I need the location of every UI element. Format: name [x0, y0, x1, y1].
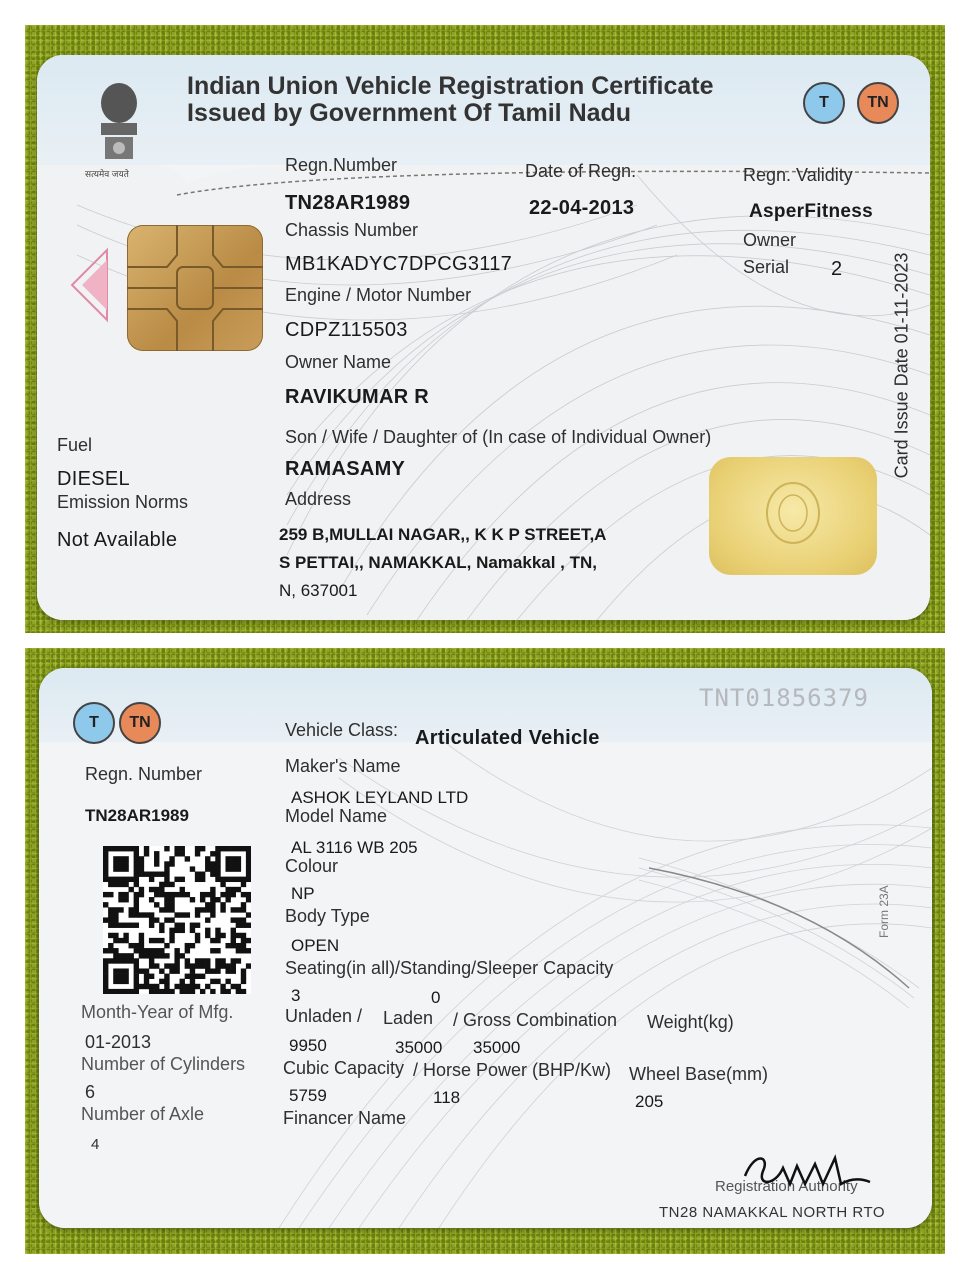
owner-name: RAVIKUMAR R: [285, 386, 430, 408]
weight-label: Weight(kg): [647, 1012, 734, 1032]
model-name: AL 3116 WB 205: [291, 838, 418, 857]
mfg: 01-2013: [85, 1032, 152, 1052]
makers-name-label: Maker's Name: [285, 756, 401, 776]
chassis-label: Chassis Number: [285, 220, 419, 240]
smart-chip: [127, 225, 263, 351]
emission-label: Emission Norms: [57, 492, 189, 512]
date-of-regn-label: Date of Regn.: [525, 161, 637, 181]
relation-label: Son / Wife / Daughter of (In case of Individual Owner): [285, 427, 712, 447]
badge-t: T: [803, 82, 845, 124]
horse-power: 118: [433, 1088, 461, 1107]
cylinders: 6: [85, 1082, 96, 1102]
laden: 35000: [395, 1038, 443, 1057]
front-photo: [25, 25, 945, 633]
hologram-emblem-icon: [709, 457, 877, 575]
colour-label: Colour: [285, 856, 339, 876]
unladen-label: Unladen /: [285, 1006, 363, 1026]
badge-tn-back: TN: [119, 702, 161, 744]
body-type-label: Body Type: [285, 906, 370, 926]
axle: 4: [91, 1136, 100, 1153]
gcw: 35000: [473, 1038, 521, 1057]
owner-serial-label-2: Serial: [743, 257, 790, 277]
emblem-caption: सत्यमेव जयते: [85, 169, 129, 179]
back-photo: [25, 648, 945, 1254]
date-of-regn: 22-04-2013: [529, 197, 635, 219]
regn-validity-label: Regn. Validity: [743, 165, 853, 185]
model-name-label: Model Name: [285, 806, 388, 826]
standing: 0: [431, 988, 441, 1007]
wheel-base: 205: [635, 1092, 664, 1111]
cylinders-label: Number of Cylinders: [81, 1054, 246, 1074]
makers-name: ASHOK LEYLAND LTD: [291, 788, 469, 807]
badge-t-back: T: [73, 702, 115, 744]
mfg-label: Month-Year of Mfg.: [81, 1002, 234, 1022]
qr-code: [103, 846, 251, 994]
unladen: 9950: [289, 1036, 327, 1055]
address-line-1: 259 B,MULLAI NAGAR,, K K P STREET,A: [279, 525, 607, 544]
regn-validity: AsperFitness: [749, 201, 873, 222]
wheelbase-label: Wheel Base(mm): [629, 1064, 769, 1084]
title-line-2: Issued by Government Of Tamil Nadu: [187, 99, 632, 127]
cc-label: Cubic Capacity: [283, 1058, 405, 1078]
fuel-label: Fuel: [57, 435, 93, 455]
engine-label: Engine / Motor Number: [285, 285, 472, 305]
card-issue-date: Card Issue Date 01-11-2023: [891, 252, 912, 479]
owner-serial-label-1: Owner: [743, 230, 797, 250]
chassis-number: MB1KADYC7DPCG3117: [285, 253, 513, 275]
badge-tn: TN: [857, 82, 899, 124]
vehicle-class-label: Vehicle Class:: [285, 720, 399, 740]
seating-label: Seating(in all)/Standing/Sleeper Capacity: [285, 958, 614, 978]
card-serial-number: TNT01856379: [699, 684, 869, 712]
regn-number-label: Regn.Number: [285, 155, 398, 175]
body-type: OPEN: [291, 936, 340, 955]
owner-serial: 2: [831, 258, 843, 280]
laden-label: Laden: [383, 1008, 434, 1028]
engine-number: CDPZ115503: [285, 319, 408, 341]
regn-number-label-back: Regn. Number: [85, 764, 203, 784]
security-arrow-icon: [67, 245, 117, 325]
address-line-2: S PETTAI,, NAMAKKAL, Namakkal , TN,: [279, 553, 598, 572]
cubic-capacity: 5759: [289, 1086, 327, 1105]
fuel: DIESEL: [57, 468, 130, 490]
qr-code-icon: [103, 846, 251, 994]
regn-number-back: TN28AR1989: [85, 806, 189, 825]
title-line-1: Indian Union Vehicle Registration Certificate: [187, 72, 714, 100]
chip-contacts-icon: [127, 225, 263, 351]
rc-card-front: [37, 55, 930, 620]
rc-card-back: [39, 668, 932, 1228]
relation-name: RAMASAMY: [285, 458, 406, 480]
form-number: Form 23A: [877, 885, 891, 938]
seating: 3: [291, 986, 301, 1005]
signature-icon: [735, 1146, 885, 1196]
regn-number: TN28AR1989: [285, 192, 411, 214]
address-line-3: N, 637001: [279, 581, 358, 600]
financer-label: Financer Name: [283, 1108, 407, 1128]
authority-label: Registration Authority: [715, 1178, 858, 1195]
vehicle-class: Articulated Vehicle: [415, 727, 600, 749]
address-label: Address: [285, 489, 352, 509]
gcw-label: / Gross Combination: [453, 1010, 618, 1030]
owner-name-label: Owner Name: [285, 352, 392, 372]
rto-name: TN28 NAMAKKAL NORTH RTO: [659, 1204, 885, 1221]
colour: NP: [291, 884, 315, 903]
emission: Not Available: [57, 529, 178, 551]
axle-label: Number of Axle: [81, 1104, 205, 1124]
hp-label: / Horse Power (BHP/Kw): [413, 1060, 612, 1080]
hologram-seal: [709, 457, 877, 575]
